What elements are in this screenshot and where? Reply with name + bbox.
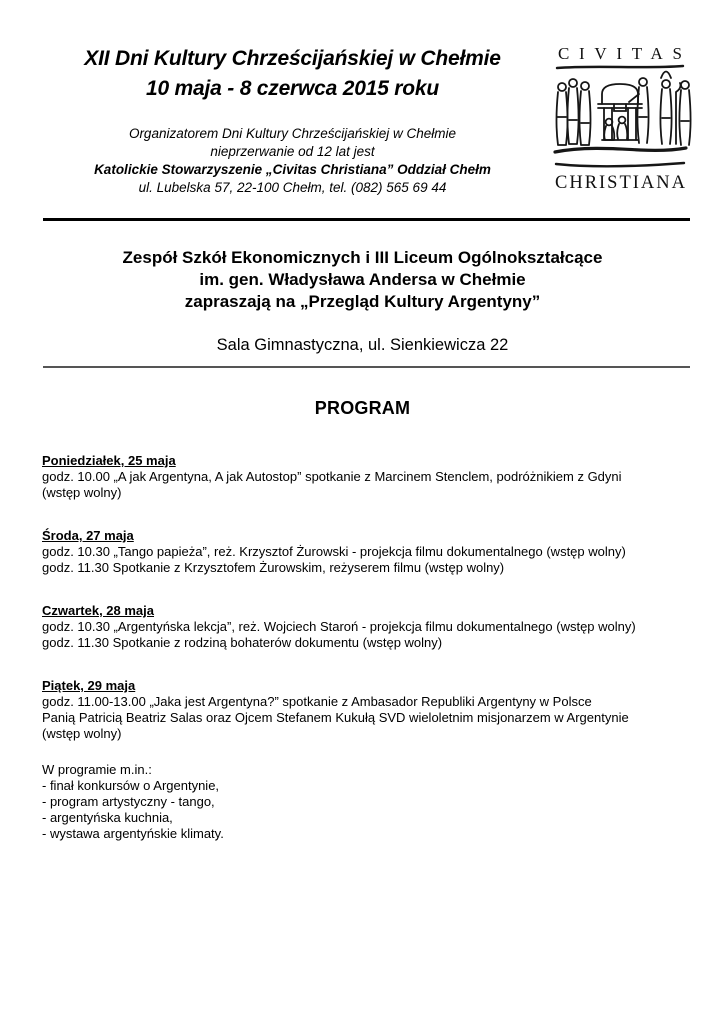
event-line: godz. 11.30 Spotkanie z rodziną bohaterów dokumentu (wstęp wolny) [42,635,443,650]
day-heading: Czwartek, 28 maja [42,603,155,618]
day-heading: Środa, 27 maja [42,528,134,543]
invitation-line-3: zapraszają na „Przegląd Kultury Argentyny” [184,292,541,311]
event-line: godz. 10.00 „A jak Argentyna, A jak Autostop” spotkanie z Marcinem Stenclem, podróżnikiem z Gdyni [42,469,622,484]
organizer-line-3: Katolickie Stowarzyszenie „Civitas Christiana” Oddział Chełm [94,162,491,177]
event-line: godz. 10.30 „Tango papieża”, reż. Krzysztof Żurowski - projekcja filmu dokumentalnego (wstęp wolny) [42,544,626,559]
program-day-thursday [42,603,689,651]
program-day-friday [42,678,689,742]
program-day-wednesday [42,528,689,576]
organizer-line-4: ul. Lubelska 57, 22-100 Chełm, tel. (082) 565 69 44 [138,180,447,195]
event-line: Panią Patricią Beatriz Salas oraz Ojcem Stefanem Kukułą SVD wieloletnim misjonarzem w Argentynie [42,710,629,725]
program-heading: PROGRAM [314,398,411,418]
venue-line: Sala Gimnastyczna, ul. Sienkiewicza 22 [216,336,509,354]
extra-item: - program artystyczny - tango, [42,794,215,809]
event-line: (wstęp wolny) [42,726,122,741]
event-line: godz. 11.00-13.00 „Jaka jest Argentyna?” spotkanie z Ambasador Republiki Argentyny w Polsce [42,694,592,709]
invitation-block [0,221,725,356]
program-day-monday [42,453,689,501]
event-line: godz. 10.30 „Argentyńska lekcja”, reż. Wojciech Staroń - projekcja filmu dokumentalnego (wstęp wolny) [42,619,636,634]
day-heading: Poniedziałek, 25 maja [42,453,176,468]
page-title [40,44,545,104]
invitation-line-2: im. gen. Władysława Andersa w Chełmie [199,270,526,289]
event-line: godz. 11.30 Spotkanie z Krzysztofem Żurowskim, reżyserem filmu (wstęp wolny) [42,560,505,575]
civitas-christiana-logo [545,42,695,200]
extra-intro: W programie m.in.: [42,762,152,777]
logo-bottom-text: CHRISTIANA [555,173,685,193]
logo-top-text: CIVITAS [558,44,682,63]
organizer-line-1: Organizatorem Dni Kultury Chrześcijańskiej w Chełmie [128,126,457,141]
extra-item: - argentyńska kuchnia, [42,810,173,825]
event-line: (wstęp wolny) [42,485,122,500]
title-line-2: 10 maja - 8 czerwca 2015 roku [145,77,440,100]
header [0,0,725,218]
invitation-line-1: Zespół Szkół Ekonomicznych i III Liceum Ogólnokształcące [122,248,603,267]
day-heading: Piątek, 29 maja [42,678,136,693]
title-line-1: XII Dni Kultury Chrześcijańskiej w Chełmie [84,47,501,70]
extra-item: - wystawa argentyńskie klimaty. [42,826,224,841]
program-extra [42,762,689,842]
organizer-block [40,125,545,197]
organizer-line-2: nieprzerwanie od 12 lat jest [210,144,375,159]
extra-item: - finał konkursów o Argentynie, [42,778,220,793]
logo-figures-icon [545,42,695,200]
program-list [42,453,689,842]
divider-bottom [43,366,690,368]
